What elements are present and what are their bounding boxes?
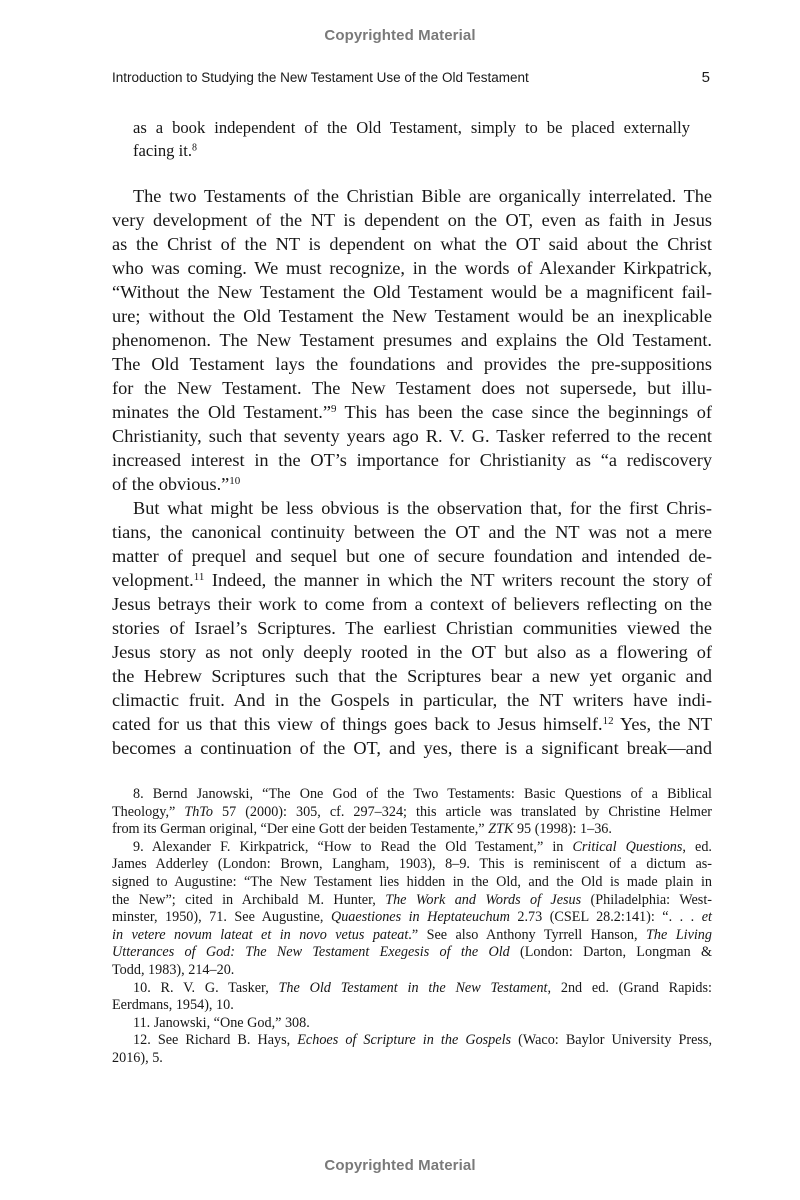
footnote-12 (112, 1032, 712, 1050)
text-span: 2.73 (CSEL 28.2:141): “. . . (509, 909, 702, 926)
text-line: ure; without the Old Testament the New Testament would be an inexplicable (112, 306, 712, 326)
text-span: from its German original, “Der eine Gott der beiden Testamente,” (112, 821, 489, 838)
text-line (112, 712, 712, 736)
copyright-watermark-bottom: Copyrighted Material (324, 1157, 476, 1174)
text-line: very development of the NT is dependent on the OT, even as faith in Jesus (112, 210, 712, 230)
page-number: 5 (701, 69, 710, 86)
text-span: .” See also Anthony Tyrrell Hanson, (408, 926, 647, 943)
italic-text: et (701, 909, 712, 926)
copyright-watermark-top: Copyrighted Material (324, 27, 476, 44)
text-line: who was coming. We must recognize, in the words of Alexander Kirkpatrick, (112, 258, 712, 278)
text-line: Jesus betrays their work to come from a context of believers reflecting on the (112, 594, 712, 614)
text-line: for the New Testament. The New Testament does not supersede, but illu- (112, 378, 712, 398)
text-line: signed to Augustine: “The New Testament lies hidden in the Old, and the Old is made plain in (112, 873, 712, 890)
text-line: Todd, 1983), 214–20. (112, 961, 235, 978)
text-line: James Adderley (London: Brown, Langham, 1903), 8–9. This is reminiscent of a dictum as- (112, 856, 712, 873)
footnotes (112, 786, 712, 1068)
text-span: 12. See Richard B. Hays, (133, 1032, 298, 1049)
text-line: But what might be less obvious is the observation that, for the first Chris- (133, 498, 712, 518)
text-span: cated for us that this view of things goes back to Jesus himself. (112, 714, 603, 734)
text-span: Theology,” (112, 803, 185, 820)
text-line: as a book independent of the Old Testament, simply to be placed externally (133, 118, 690, 137)
text-line (112, 944, 712, 962)
text-span: the New”; cited in Archibald M. Hunter, (112, 891, 386, 908)
running-head (112, 69, 712, 86)
text-span: 57 (2000): 305, cf. 297–324; this article was translated by Christine Helmer (212, 803, 712, 820)
footnote-11: 11. Janowski, “One God,” 308. (133, 1014, 310, 1031)
italic-text: in vetere novum lateat et in novo vetus pateat (112, 926, 409, 943)
text-line: stories of Israel’s Scriptures. The earliest Christian communities viewed the (112, 618, 712, 638)
italic-title: Echoes of Scripture in the Gospels (297, 1032, 512, 1049)
text-line (112, 568, 712, 592)
text-line: Christianity, such that seventy years ago R. V. G. Tasker referred to the recent (112, 426, 712, 446)
text-span: , ed. (682, 838, 712, 855)
text-line: phenomenon. The New Testament presumes and explains the Old Testament. (112, 330, 712, 350)
italic-title: Critical Questions (572, 838, 683, 855)
text-line (112, 892, 712, 910)
text-line: The two Testaments of the Christian Bible are organically interrelated. The (133, 186, 712, 206)
italic-title: The Work and Words of Jesus (385, 891, 582, 908)
italic-title: ZTK (488, 821, 514, 838)
footnote-10 (112, 980, 712, 998)
footnote-ref-12[interactable]: 12 (602, 714, 614, 727)
italic-title: Utterances of God: The New Testament Exegesis of the Old (112, 944, 510, 961)
footnote-ref-11[interactable]: 11 (193, 570, 205, 583)
text-line: Jesus story as not only deeply rooted in the OT but also as a flowering of (112, 642, 712, 662)
text-span: minster, 1950), 71. See Augustine, (112, 909, 331, 926)
text-line: tians, the canonical continuity between the OT and the NT was not a mere (112, 522, 712, 542)
text-line (112, 821, 712, 839)
text-line (112, 927, 712, 945)
text-line: 2016), 5. (112, 1049, 163, 1066)
paragraph-1 (112, 184, 712, 760)
italic-title: The Living (646, 926, 712, 943)
footnote-9 (112, 839, 712, 857)
footnote-ref-9[interactable]: 9 (330, 402, 337, 415)
text-line: becomes a continuation of the OT, and yes, there is a significant break—and (112, 738, 712, 758)
text-line (112, 909, 712, 927)
text-line: matter of prequel and sequel but one of secure foundation and intended de- (112, 546, 712, 566)
footnote-ref-10[interactable]: 10 (229, 474, 241, 487)
text-span: (Philadelphia: West- (581, 891, 712, 908)
text-span: facing it. (133, 141, 192, 160)
text-span: , 2nd ed. (Grand Rapids: (547, 979, 712, 996)
text-line (112, 804, 712, 822)
text-span: This has been the case since the beginnings of (336, 402, 713, 422)
text-line (112, 472, 712, 496)
text-span: 10. R. V. G. Tasker, (133, 979, 279, 996)
text-line: the Hebrew Scriptures such that the Scriptures bear a new yet organic and (112, 666, 712, 686)
text-span: minates the Old Testament.” (112, 402, 331, 422)
block-quote (133, 116, 690, 162)
text-line: The Old Testament lays the foundations and provides the pre-suppositions (112, 354, 712, 374)
text-span: Indeed, the manner in which the NT writers recount the story of (204, 570, 712, 590)
text-span: 9. Alexander F. Kirkpatrick, “How to Read the Old Testament,” in (133, 838, 573, 855)
text-span: velopment. (112, 570, 194, 590)
text-span: Yes, the NT (613, 714, 712, 734)
text-line (133, 139, 690, 162)
text-line: as the Christ of the NT is dependent on what the OT said about the Christ (112, 234, 712, 254)
footnote-8: 8. Bernd Janowski, “The One God of the Two Testaments: Basic Questions of a Biblical (133, 786, 712, 802)
text-line (112, 400, 712, 424)
running-head-title: Introduction to Studying the New Testament Use of the Old Testament (112, 70, 529, 85)
text-span: (London: Darton, Longman & (509, 944, 712, 961)
text-span: 95 (1998): 1–36. (513, 821, 612, 838)
footnote-ref-8[interactable]: 8 (191, 142, 197, 154)
text-span: (Waco: Baylor University Press, (511, 1032, 712, 1049)
text-line: Eerdmans, 1954), 10. (112, 997, 234, 1014)
italic-title: The Old Testament in the New Testament (278, 979, 548, 996)
italic-title: ThTo (184, 803, 213, 820)
text-line: climactic fruit. And in the Gospels in particular, the NT writers have indi- (112, 690, 712, 710)
text-span: of the obvious.” (112, 474, 230, 494)
italic-title: Quaestiones in Heptateuchum (330, 909, 510, 926)
text-line: “Without the New Testament the Old Testament would be a magnificent fail- (112, 282, 712, 302)
text-line: increased interest in the OT’s importance for Christianity as “a rediscovery (112, 450, 712, 470)
